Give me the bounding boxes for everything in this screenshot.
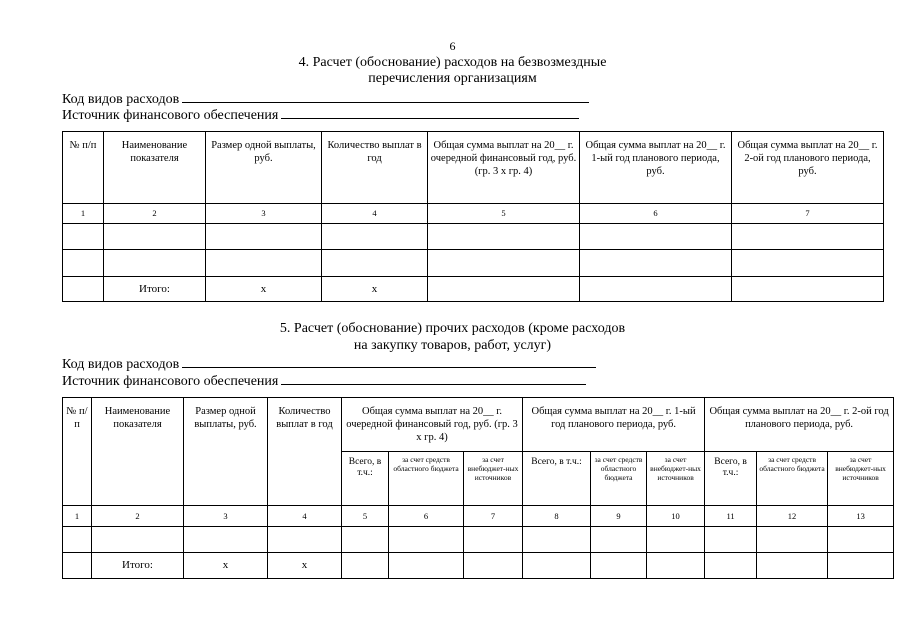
section5-source-field — [62, 372, 586, 390]
section4-code-underline — [182, 90, 589, 103]
table-cell[interactable] — [206, 224, 322, 250]
s5-sub-regional-plan2: за счет средств областного бюджета — [757, 452, 828, 506]
section5-colnum-row — [63, 506, 894, 527]
section4-code-label: Код видов расходов — [62, 92, 180, 107]
table-cell[interactable] — [647, 553, 705, 579]
table-cell[interactable] — [647, 527, 705, 553]
table-cell[interactable] — [757, 527, 828, 553]
s4-header-size: Размер одной выплаты, руб. — [206, 132, 322, 204]
section4-source-underline — [281, 106, 579, 119]
s4-col-number: 6 — [580, 204, 732, 224]
s5-col-number: 13 — [828, 506, 894, 527]
table-cell[interactable] — [591, 527, 647, 553]
table-cell[interactable] — [104, 250, 206, 277]
table-cell[interactable] — [464, 527, 523, 553]
s5-col-number: 2 — [92, 506, 184, 527]
section5-header-row — [63, 398, 894, 452]
table-cell[interactable] — [757, 553, 828, 579]
table-cell[interactable] — [322, 250, 428, 277]
s5-header-sum-plan1: Общая сумма выплат на 20__ г. 1-ый год планового периода, руб. — [523, 398, 705, 452]
s5-header-size: Размер одной выплаты, руб. — [184, 398, 268, 506]
section5-code-field — [62, 355, 596, 373]
table-cell[interactable] — [828, 527, 894, 553]
table-cell[interactable] — [428, 250, 580, 277]
s4-total-x-size: х — [206, 277, 322, 302]
section4-table — [62, 131, 884, 302]
table-cell[interactable] — [63, 224, 104, 250]
table-cell[interactable] — [92, 527, 184, 553]
section5-blank-row — [63, 527, 894, 553]
s4-header-count: Количество выплат в год — [322, 132, 428, 204]
table-cell[interactable] — [828, 553, 894, 579]
table-cell[interactable] — [63, 553, 92, 579]
s4-header-name: Наименование показателя — [104, 132, 206, 204]
s5-sub-extra-plan1: за счет внебюджет-ных источников — [647, 452, 705, 506]
s5-total-x-count: х — [268, 553, 342, 579]
s5-header-name: Наименование показателя — [92, 398, 184, 506]
table-cell[interactable] — [523, 553, 591, 579]
s5-total-x-size: х — [184, 553, 268, 579]
table-cell[interactable] — [591, 553, 647, 579]
table-cell[interactable] — [389, 553, 464, 579]
table-cell[interactable] — [705, 527, 757, 553]
s4-col-number: 1 — [63, 204, 104, 224]
section4-header-row — [63, 132, 884, 204]
s5-col-number: 4 — [268, 506, 342, 527]
table-cell[interactable] — [705, 553, 757, 579]
table-cell[interactable] — [389, 527, 464, 553]
s5-header-sum-current: Общая сумма выплат на 20__ г. очередной финансовый год, руб. (гр. 3 х гр. 4) — [342, 398, 523, 452]
s5-col-number: 7 — [464, 506, 523, 527]
s5-sub-regional-current: за счет средств областного бюджета — [389, 452, 464, 506]
section4-title-line1: 4. Расчет (обоснование) расходов на безвозмездные — [298, 55, 607, 70]
section5-title-line1: 5. Расчет (обоснование) прочих расходов (кроме расходов — [279, 321, 626, 336]
s4-col-number: 5 — [428, 204, 580, 224]
s5-sub-extra-current: за счет внебюджет-ных источников — [464, 452, 523, 506]
table-cell[interactable] — [732, 277, 884, 302]
s5-col-number: 10 — [647, 506, 705, 527]
table-cell[interactable] — [580, 277, 732, 302]
s5-col-number: 9 — [591, 506, 647, 527]
section5-title-line2: на закупку товаров, работ, услуг) — [353, 338, 552, 353]
s5-sub-total-plan2: Всего, в т.ч.: — [705, 452, 757, 506]
section4-source-field — [62, 106, 579, 124]
section4-blank-row — [63, 224, 884, 250]
s5-header-sum-plan2: Общая сумма выплат на 20__ г. 2-ой год планового периода, руб. — [705, 398, 894, 452]
section5-code-label: Код видов расходов — [62, 357, 180, 372]
section4-total-row — [63, 277, 884, 302]
table-cell[interactable] — [63, 277, 104, 302]
table-cell[interactable] — [268, 527, 342, 553]
s5-col-number: 1 — [63, 506, 92, 527]
table-cell[interactable] — [732, 250, 884, 277]
s5-total-label: Итого: — [92, 553, 184, 579]
section5-total-row — [63, 553, 894, 579]
table-cell[interactable] — [428, 277, 580, 302]
s5-col-number: 12 — [757, 506, 828, 527]
s4-col-number: 4 — [322, 204, 428, 224]
s4-col-number: 7 — [732, 204, 884, 224]
table-cell[interactable] — [732, 224, 884, 250]
s5-sub-extra-plan2: за счет внебюджет-ных источников — [828, 452, 894, 506]
s4-header-sum-current: Общая сумма выплат на 20__ г. очередной финансовый год, руб. (гр. 3 х гр. 4) — [428, 132, 580, 204]
table-cell[interactable] — [580, 224, 732, 250]
table-cell[interactable] — [342, 553, 389, 579]
table-cell[interactable] — [523, 527, 591, 553]
s5-col-number: 3 — [184, 506, 268, 527]
table-cell[interactable] — [428, 224, 580, 250]
section4-source-label: Источник финансового обеспечения — [62, 108, 279, 123]
table-cell[interactable] — [322, 224, 428, 250]
s4-header-sum-plan1: Общая сумма выплат на 20__ г. 1-ый год планового периода, руб. — [580, 132, 732, 204]
s5-col-number: 5 — [342, 506, 389, 527]
s5-col-number: 6 — [389, 506, 464, 527]
section4-title-line2: перечисления организациям — [368, 71, 537, 86]
s4-total-label: Итого: — [104, 277, 206, 302]
s4-col-number: 2 — [104, 204, 206, 224]
s5-sub-total-current: Всего, в т.ч.: — [342, 452, 389, 506]
s4-header-num: № п/п — [63, 132, 104, 204]
section4-blank-row — [63, 250, 884, 277]
table-cell[interactable] — [104, 224, 206, 250]
table-cell[interactable] — [464, 553, 523, 579]
table-cell[interactable] — [63, 250, 104, 277]
table-cell[interactable] — [342, 527, 389, 553]
section5-source-label: Источник финансового обеспечения — [62, 374, 279, 389]
section5-source-underline — [281, 372, 586, 385]
table-cell[interactable] — [63, 527, 92, 553]
s5-col-number: 11 — [705, 506, 757, 527]
section4-colnum-row — [63, 204, 884, 224]
s5-sub-regional-plan1: за счет средств областного бюджета — [591, 452, 647, 506]
table-cell[interactable] — [184, 527, 268, 553]
s5-col-number: 8 — [523, 506, 591, 527]
section5-code-underline — [182, 355, 596, 368]
s5-sub-total-plan1: Всего, в т.ч.: — [523, 452, 591, 506]
table-cell[interactable] — [580, 250, 732, 277]
page-number: 6 — [449, 39, 456, 53]
s5-header-count: Количество выплат в год — [268, 398, 342, 506]
s4-col-number: 3 — [206, 204, 322, 224]
section5-table — [62, 397, 894, 579]
table-cell[interactable] — [206, 250, 322, 277]
s5-header-num: № п/п — [63, 398, 92, 506]
s4-header-sum-plan2: Общая сумма выплат на 20__ г. 2-ой год планового периода, руб. — [732, 132, 884, 204]
s4-total-x-count: х — [322, 277, 428, 302]
